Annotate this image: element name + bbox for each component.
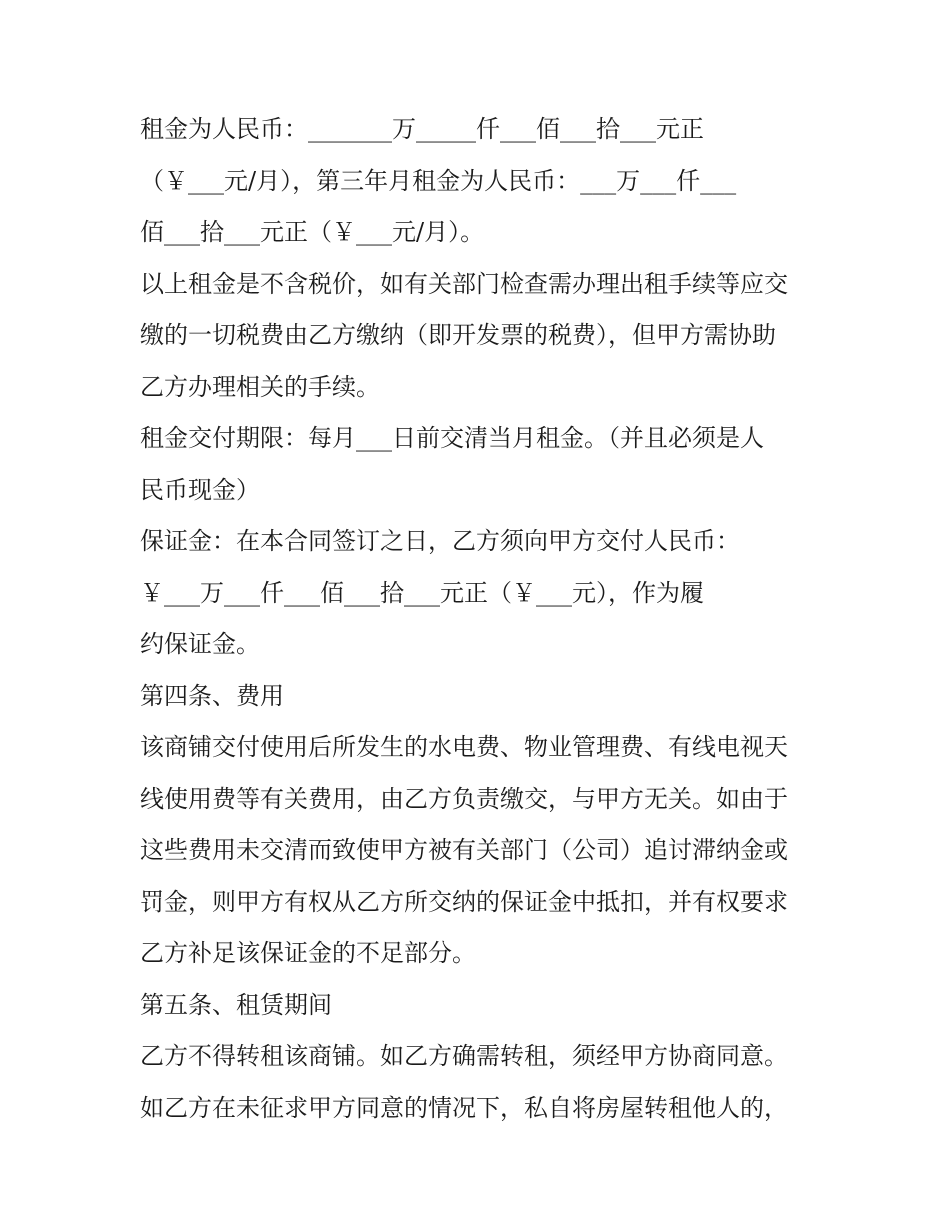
text-line: 保证金：在本合同签订之日，乙方须向甲方交付人民币： (140, 527, 740, 555)
text-line: （￥___元/月），第三年月租金为人民币：___万___仟___ (140, 166, 737, 195)
text-line: 乙方补足该保证金的不足部分。 (140, 939, 476, 967)
text-line: 这些费用未交清而致使甲方被有关部门（公司）追讨滞纳金或 (140, 836, 788, 864)
text-line: 佰___拾___元正（￥___元/月）。 (140, 218, 485, 246)
text-line: 缴的一切税费由乙方缴纳（即开发票的税费），但甲方需协助 (140, 321, 776, 349)
text-line: 约保证金。 (140, 630, 260, 658)
text-line: 乙方办理相关的手续。 (140, 372, 380, 401)
section-heading: 第四条、费用 (140, 681, 284, 710)
text-line: 租金交付期限：每月___日前交清当月租金。（并且必须是人 (140, 424, 764, 452)
section-heading: 第五条、租赁期间 (140, 990, 332, 1019)
text-line: 线使用费等有关费用，由乙方负责缴交，与甲方无关。如由于 (140, 784, 788, 813)
text-line: 罚金，则甲方有权从乙方所交纳的保证金中抵扣，并有权要求 (140, 887, 788, 916)
document-body (140, 104, 820, 1134)
text-line: 如乙方在未征求甲方同意的情况下，私自将房屋转租他人的， (140, 1093, 788, 1122)
text-line: 该商铺交付使用后所发生的水电费、物业管理费、有线电视天 (140, 733, 788, 761)
text-line: ￥___万___仟___佰___拾___元正（￥___元），作为履 (140, 578, 704, 607)
text-line: 民币现金） (140, 475, 260, 504)
text-line: 租金为人民币：_______万_____仟___佰___拾___元正 (140, 115, 704, 143)
text-line: 以上租金是不含税价，如有关部门检查需办理出租手续等应交 (140, 269, 788, 298)
text-line: 乙方不得转租该商铺。如乙方确需转租，须经甲方协商同意。 (140, 1042, 788, 1070)
